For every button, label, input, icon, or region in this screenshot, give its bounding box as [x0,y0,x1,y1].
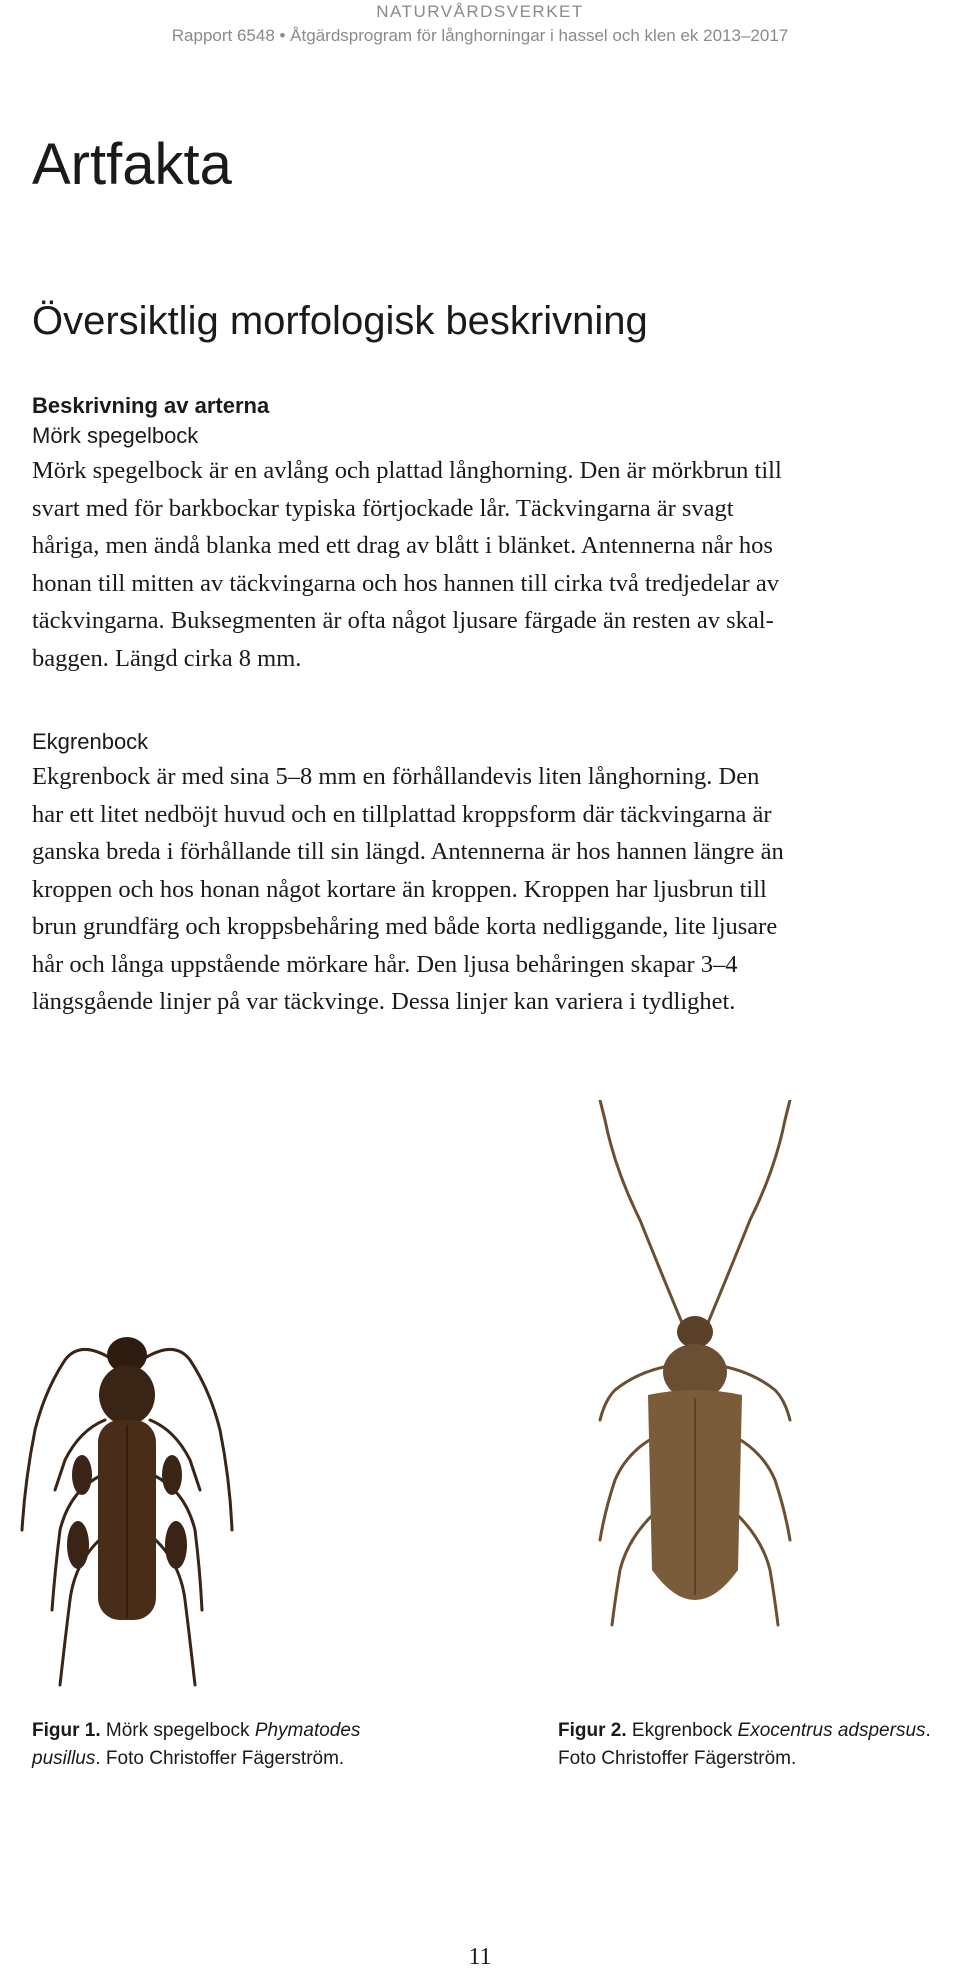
report-title: Rapport 6548 • Åtgärdsprogram för långhorningar i hassel och klen ek 2013–2017 [171,26,789,45]
text-line: har ett litet nedböjt huvud och en tillplattad kroppsform där täckvingarna är [32,800,772,828]
section-title: Översiktlig morfologisk beskrivning [32,299,648,343]
beetle-photo-1 [10,1300,245,1695]
text-line: kroppen och hos honan något kortare än kroppen. Kroppen har ljusbrun till [32,875,767,903]
species-latin-name: Phymatodes [254,1720,361,1741]
text-line: Ekgrenbock är med sina 5–8 mm en förhållandevis liten långhorning. Den [32,763,760,790]
species-heading-2: Ekgrenbock [32,729,149,754]
figure-label: Figur 1. [32,1720,101,1741]
figure-caption-2 [558,1717,958,1773]
species-latin-name: pusillus [32,1748,96,1769]
beetle-photo-2 [520,1100,870,1640]
text-line: hår och långa uppstående mörkare hår. Den ljusa behåringen skapar 3–4 [32,950,738,978]
caption-punct: . [925,1720,931,1741]
text-line: baggen. Längd cirka 8 mm. [32,644,302,672]
text-line: honan till mitten av täckvingarna och hos hannen till cirka två tredjedelar av [32,569,779,597]
figure-label: Figur 2. [558,1720,627,1741]
species-latin-name: Exocentrus adspersus [737,1720,926,1741]
publisher-name: NATURVÅRDSVERKET [376,2,584,21]
text-line: håriga, men ändå blanka med ett drag av blått i blänket. Antennerna når hos [32,532,773,559]
text-line: täckvingarna. Buksegmenten är ofta något ljusare färgade än resten av skal- [32,607,774,634]
species-description-1 [32,452,960,677]
photo-credit: . Foto Christoffer Fägerström. [95,1748,345,1769]
page-header [0,0,960,47]
text-line: längsgående linjer på var täckvinge. Dessa linjer kan variera i tydlighet. [32,988,736,1015]
caption-text: Mörk spegelbock [100,1720,255,1741]
page-title: Artfakta [32,132,232,197]
page-number: 11 [468,1944,492,1970]
text-line: brun grundfärg och kroppsbehåring med både korta nedliggande, lite ljusare [32,913,778,940]
species-heading-1: Mörk spegelbock [32,423,199,448]
text-line: Mörk spegelbock är en avlång och plattad långhorning. Den är mörkbrun till [32,457,782,484]
text-line: svart med för barkbockar typiska förtjockade lår. Täckvingarna är svagt [32,494,734,522]
figure-caption-1 [32,1717,432,1773]
figures-area [0,1100,960,1700]
species-description-2 [32,758,960,1021]
subsection-title: Beskrivning av arterna [32,393,270,418]
caption-text: Ekgrenbock [626,1720,738,1741]
photo-credit: Foto Christoffer Fägerström. [558,1748,797,1769]
text-line: ganska breda i förhållande till sin längd. Antennerna är hos hannen längre än [32,838,784,865]
